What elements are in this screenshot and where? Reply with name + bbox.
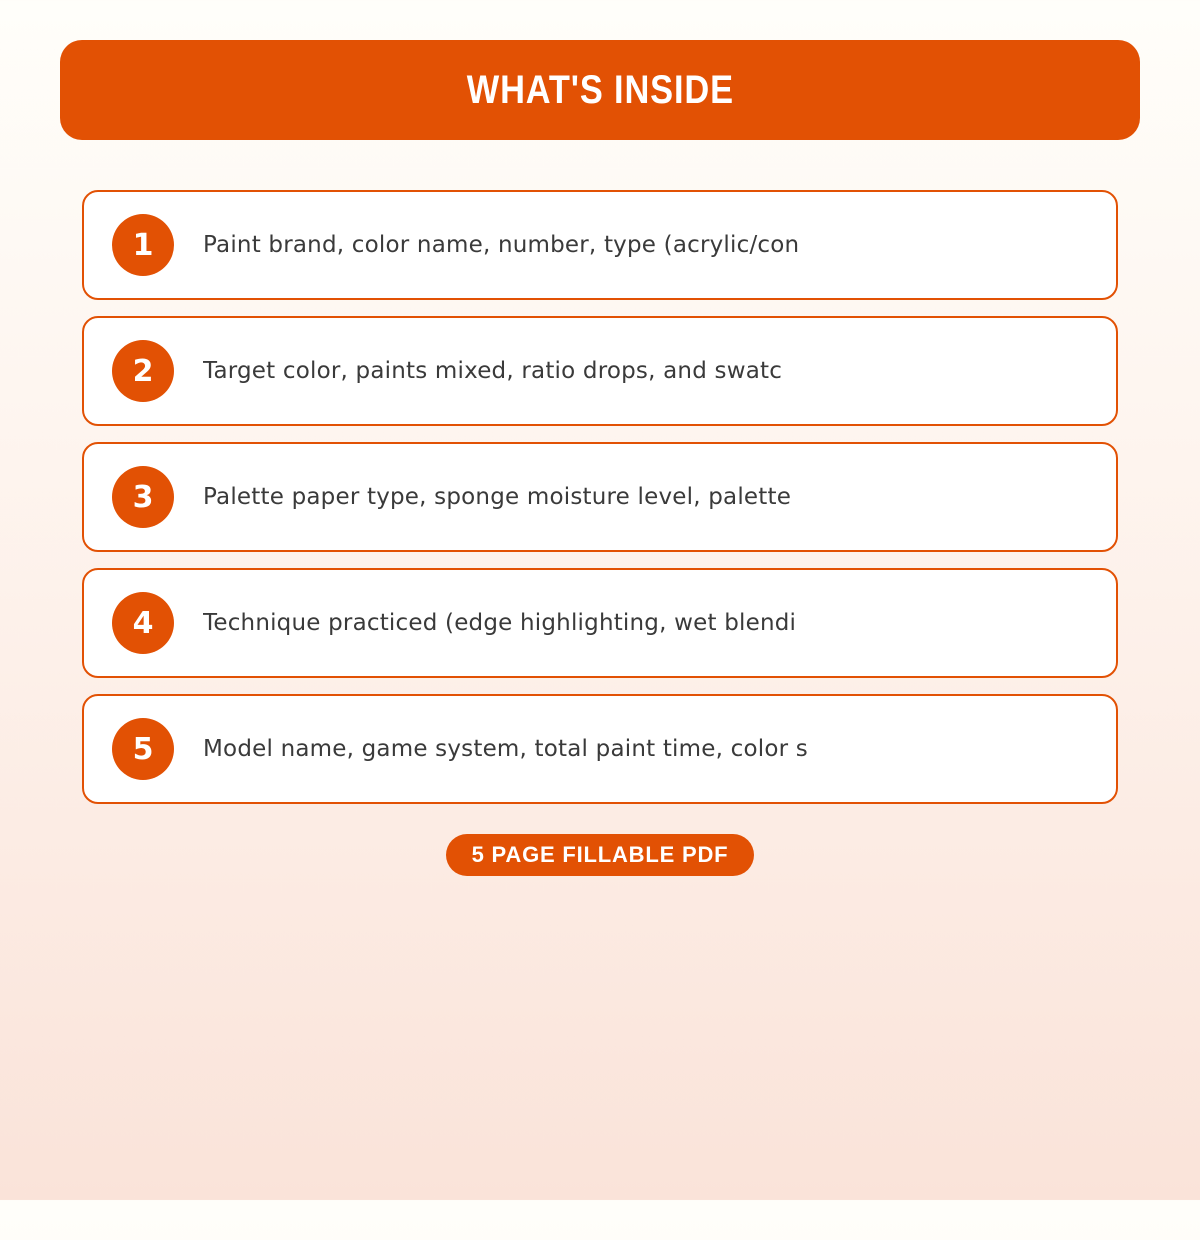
item-text: Technique practiced (edge highlighting, wet blendi xyxy=(203,610,797,636)
list-item xyxy=(82,316,1118,426)
item-text: Model name, game system, total paint time, color s xyxy=(203,736,808,762)
item-number-badge: 1 xyxy=(112,214,174,276)
item-number-badge: 5 xyxy=(112,718,174,780)
item-number-badge: 4 xyxy=(112,592,174,654)
list-item xyxy=(82,442,1118,552)
item-number-badge: 2 xyxy=(112,340,174,402)
list-item xyxy=(82,568,1118,678)
header-banner xyxy=(60,40,1140,140)
whats-inside-list xyxy=(82,190,1118,804)
item-text: Target color, paints mixed, ratio drops, and swatc xyxy=(203,358,783,384)
page-title: WHAT'S INSIDE xyxy=(466,67,734,112)
list-item xyxy=(82,190,1118,300)
item-text: Paint brand, color name, number, type (acrylic/con xyxy=(203,232,800,258)
item-text: Palette paper type, sponge moisture level, palette xyxy=(203,484,792,510)
badge-row xyxy=(0,834,1200,876)
list-item xyxy=(82,694,1118,804)
pdf-page-count-badge: 5 PAGE FILLABLE PDF xyxy=(446,834,755,876)
item-number-badge: 3 xyxy=(112,466,174,528)
